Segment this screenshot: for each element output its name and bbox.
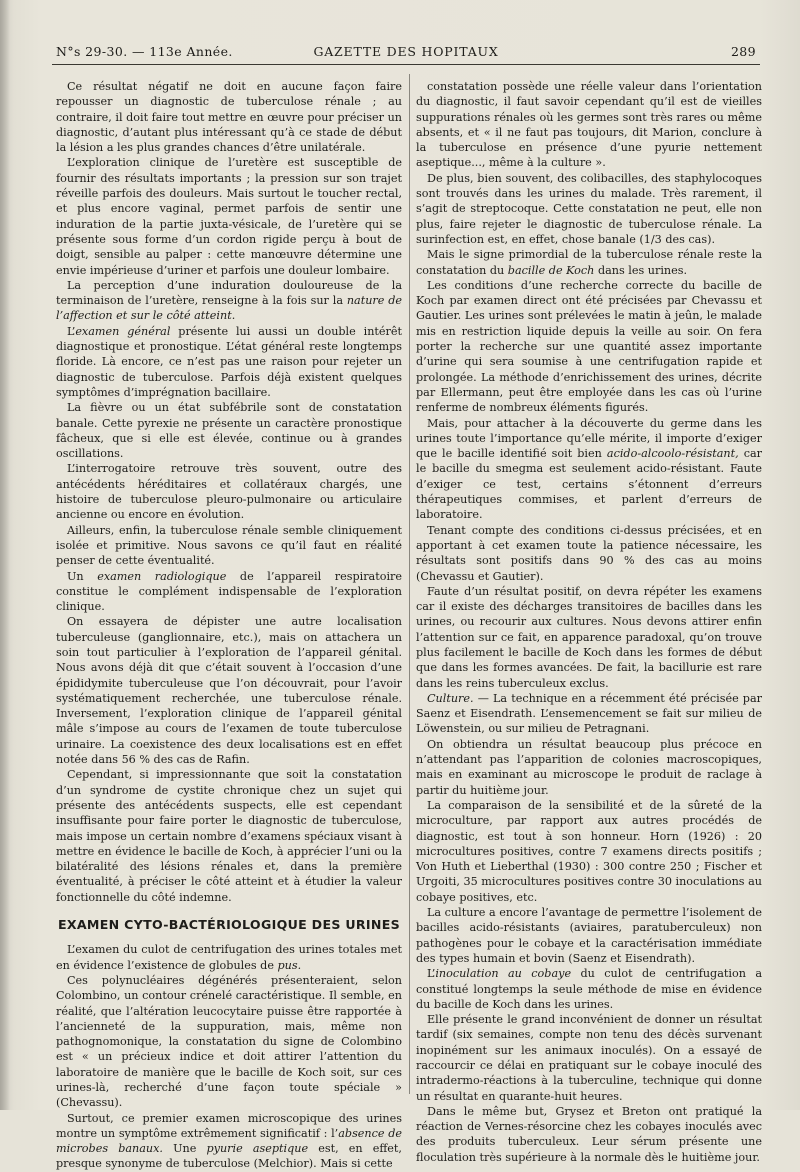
paragraph (416, 584, 762, 691)
text-run: Mais le signe primordial de la tuberculose rénale reste la constatation du (416, 248, 762, 277)
left-paragraphs-after-title (56, 942, 402, 1171)
paragraph (416, 1012, 762, 1104)
paragraph (56, 400, 402, 461)
paragraph (56, 523, 402, 569)
left-column (56, 79, 402, 1172)
text-run: — La technique en a récemment été précisée par Saenz et Eisendrath. L’ensemencement se fait sur milieu de Löwenstein, ou sur milieu de Petragnani. (416, 691, 762, 736)
text-run: La culture a encore l’avantage de permettre l’isolement de bacilles acido-résistants (aviaires, paratuberculeux) non pathogènes pour le cobaye et la caractérisation immédiate des types humain et bovin (Saenz et Eisendrath). (416, 906, 762, 965)
text-run: Une (162, 1142, 207, 1156)
text-run: De plus, bien souvent, des colibacilles, des staphylocoques sont trouvés dans les urines du malade. Très rarement, il s’agit de streptocoque. Cette constatation ne peut, elle non plus, faire rejeter le diagnostic de tuberculose rénale. La surinfection est, en effet, chose banale (1/3 des cas). (416, 171, 762, 246)
page-number: 289 (730, 44, 756, 59)
text-run: L’ (427, 967, 436, 981)
column-divider (409, 74, 410, 1094)
emphasis-text: inoculation au cobaye (435, 967, 572, 981)
emphasis-text: acido-alcoolo-résistant, (606, 447, 739, 461)
emphasis-text: pus. (277, 958, 302, 972)
left-paragraphs (56, 79, 402, 905)
emphasis-text: nature de l’affection et sur le côté atteint. (56, 294, 402, 323)
text-run: Ce résultat négatif ne doit en aucune façon faire repousser un diagnostic de tuberculose rénale ; au contraire, il doit faire tout mettre en œuvre pour préciser un diagnostic, d’autant plus intéressant qu’à ce stade de début la lésion a les plus grandes chances d’être unilatérale. (56, 80, 402, 155)
binding-shadow (0, 0, 10, 1110)
paragraph (56, 278, 402, 324)
text-run: car le bacille du smegma est seulement acido-résistant. Faute d’exiger ce test, certains s’étonnent d’erreurs thérapeutiques commises, et parlent d’erreurs de laboratoire. (416, 447, 762, 522)
issue-number: N°s 29-30. — 113e Année. (56, 44, 233, 59)
paragraph (416, 79, 762, 171)
paragraph (416, 171, 762, 247)
text-run: constatation possède une réelle valeur dans l’orientation du diagnostic, il faut savoir cependant qu’il est de vieilles suppurations rénales où les germes sont très rares ou même absents, et « il ne faut pas toujours, dit Marion, conclure à la tuberculose en présence d’une pyurie nettement aseptique..., même à la culture ». (416, 80, 762, 170)
text-run: Dans le même but, Grysez et Breton ont pratiqué la réaction de Vernes-résorcine chez les cobayes inoculés avec des produits tuberculeux. Leur sérum présente une floculation très supérieure à la normale dès le huitième jour. (416, 1104, 762, 1164)
text-run: Les conditions d’une recherche correcte du bacille de Koch par examen direct ont été précisées par Chevassu et Gautier. Les urines sont prélevées le matin à jeûn, le malade mis en restriction liquide depuis la veille au soir. On fera porter la recherche sur une quantité assez importante d’urine qui sera soumise à une centrifugation rapide et prolongée. La méthode d’enrichissement des urines, décrite par Ellermann, peut être employée dans les cas où l’urine renferme de nombreux éléments figurés. (416, 278, 762, 415)
paragraph (416, 905, 762, 966)
text-run: Ces polynucléaires dégénérés présenteraient, selon Colombino, un contour crénelé caractéristique. Il semble, en réalité, que l’altération leucocytaire puisse être rapportée à l’ancienneté de la suppuration, mais, même non pathognomonique, la constatation du signe de Colombino est « un précieux indice et doit attirer l’attention du laboratoire de manière que le bacille de Koch soit, sur ces urines-là, recherché d’une façon toute spéciale » (Chevassu). (56, 973, 402, 1110)
paragraph (56, 973, 402, 1111)
text-run: On essayera de dépister une autre localisation tuberculeuse (ganglionnaire, etc.), mais on attachera un soin tout particulier à l’exploration de l’appareil génital. Nous avons déjà dit que c’était souvent à l’occasion d’une épididymite tuberculeuse que l’on découvrait, pour l’avoir systématiquement recherchée, une tuberculose rénale. Inversement, l’exploration clinique de l’appareil génital mâle s’impose au cours de l’examen de toute tuberculose urinaire. La coexistence des deux localisations est en effet notée dans 56 % des cas de Rafin. (56, 615, 402, 767)
text-run: La perception d’une induration douloureuse de la terminaison de l’uretère, renseigne à la fois sur la (56, 278, 402, 308)
paragraph (416, 416, 762, 523)
text-run: Tenant compte des conditions ci-dessus précisées, et en apportant à cet examen toute la patience nécessaire, les résultats sont positifs dans 90 % des cas au moins (Chevassu et Gautier). (416, 523, 762, 583)
text-run: Un (67, 569, 98, 583)
paragraph (56, 942, 402, 973)
text-run: La comparaison de la sensibilité et de la sûreté de la microculture, par rapport aux autres procédés de diagnostic, est tout à son honneur. Horn (1926) : 20 microcultures positives, contre 7 examens directs positifs ; Von Huth et Lieberthal (1930) : 300 contre 250 ; Fischer et Urgoiti, 35 microcultures positives contre 30 inoculations au cobaye positives, etc. (416, 798, 762, 904)
text-run: est, en effet, presque synonyme de tuberculose (Melchior). Mais si cette (56, 1142, 402, 1171)
running-header (56, 44, 756, 62)
header-rule (52, 64, 760, 65)
text-run: L’exploration clinique de l’uretère est susceptible de fournir des résultats importants ; la pression sur son trajet réveille parfois des douleurs. Mais surtout le toucher rectal, et plus encore vaginal, permet parfois de sentir une induration de la partie juxta-vésicale, de l’uretère qui se présente sous forme d’un cordon rigide perçu à bout de doigt, sensible au palper : cette manœuvre détermine une envie impérieuse d’uriner et parfois une douleur lombaire. (56, 156, 402, 277)
text-run: L’ (67, 324, 76, 338)
paragraph (416, 1104, 762, 1165)
paragraph (56, 324, 402, 400)
paragraph (56, 767, 402, 905)
text-run: de l’appareil respiratoire constitue le complément indispensable de l’exploration clinique. (56, 569, 402, 614)
paragraph (56, 79, 402, 155)
paragraph (56, 461, 402, 522)
paragraph (56, 155, 402, 277)
paragraph (416, 278, 762, 416)
text-run: présente lui aussi un double intérêt diagnostique et pronostique. L’état général reste longtemps floride. Là encore, ce n’est pas une raison pour rejeter un diagnostic de tuberculose. Parfois déjà existent quelques symptômes d’imprégnation bacillaire. (56, 324, 402, 399)
text-run: Ailleurs, enfin, la tuberculose rénale semble cliniquement isolée et primitive. Nous savons ce qu’il faut en réalité penser de cette éventualité. (56, 523, 402, 568)
text-run: Elle présente le grand inconvénient de donner un résultat tardif (six semaines, compte non tenu des décès survenant inopinément sur les animaux inoculés). On a essayé de raccourcir ce délai en pratiquant sur le cobaye inoculé des intradermo-réactions à la tuberculine, technique qui donne un résultat en quarante-huit heures. (416, 1013, 762, 1103)
emphasis-text: pyurie aseptique (206, 1142, 309, 1156)
paragraph (416, 798, 762, 905)
text-run: La fièvre ou un état subfébrile sont de constatation banale. Cette pyrexie ne présente un caractère pronostique fâcheux, que si elle est élevée, continue ou à grandes oscillations. (56, 401, 402, 461)
text-run: du culot de centrifugation a constitué longtemps la seule méthode de mise en évidence du bacille de Koch dans les urines. (416, 967, 762, 1011)
right-paragraphs (416, 79, 762, 1165)
paragraph (416, 737, 762, 798)
text-run: Mais, pour attacher à la découverte du germe dans les urines toute l’importance qu’elle mérite, il importe d’exiger que le bacille identifié soit bien (416, 416, 762, 461)
paragraph (416, 247, 762, 278)
text-run: L’examen du culot de centrifugation des urines totales met en évidence l’existence de globules de (56, 943, 402, 972)
paragraph (416, 691, 762, 737)
paragraph (56, 614, 402, 767)
emphasis-text: absence de microbes banaux. (56, 1126, 402, 1156)
emphasis-text: examen radiologique (97, 569, 227, 583)
text-run: L’interrogatoire retrouve très souvent, outre des antécédents héréditaires et collatéraux chargés, une histoire de tuberculose pleuro-pulmonaire ou articulaire ancienne ou encore en évolution. (56, 462, 402, 522)
text-run: Faute d’un résultat positif, on devra répéter les examens car il existe des décharges transitoires de bacilles dans les urines, ou recourir aux cultures. Nous devons attirer enfin l’attention sur ce fait, en apparence paradoxal, qu’on trouve plus facilement le bacille de Koch dans les formes de début que dans les formes avancées. De fait, la bacillurie est rare dans les reins tuberculeux exclus. (416, 584, 762, 690)
journal-title: GAZETTE DES HOPITAUX (313, 44, 499, 59)
paragraph (416, 523, 762, 584)
text-run: Cependant, si impressionnante que soit la constatation d’un syndrome de cystite chronique chez un sujet qui présente des antécédents suspects, elle est cependant insuffisante pour faire porter le diagnostic de tuberculose, mais impose un certain nombre d’examens spéciaux visant à mettre en évidence le bacille de Koch, à apprécier l’uni ou la bilatéralité des lésions rénales et, dans la première éventualité, à préciser le côté atteint et à étudier la valeur fonctionnelle du côté indemne. (56, 768, 402, 904)
emphasis-text: bacille de Koch (507, 263, 595, 277)
paragraph (56, 1111, 402, 1172)
text-run: On obtiendra un résultat beaucoup plus précoce en n’attendant pas l’apparition de colonies macroscopiques, mais en examinant au microscope le produit de raclage à partir du huitième jour. (416, 737, 762, 797)
paragraph (416, 966, 762, 1012)
emphasis-text: examen général (75, 324, 171, 338)
right-column (416, 79, 762, 1165)
section-title: EXAMEN CYTO-BACTÉRIOLOGIQUE DES URINES (57, 917, 401, 933)
text-run: dans les urines. (594, 263, 688, 277)
text-run: Surtout, ce premier examen microscopique des urines montre un symptôme extrêmement significatif : l’ (56, 1111, 402, 1140)
emphasis-text: Culture. (427, 691, 474, 705)
paragraph (56, 569, 402, 615)
